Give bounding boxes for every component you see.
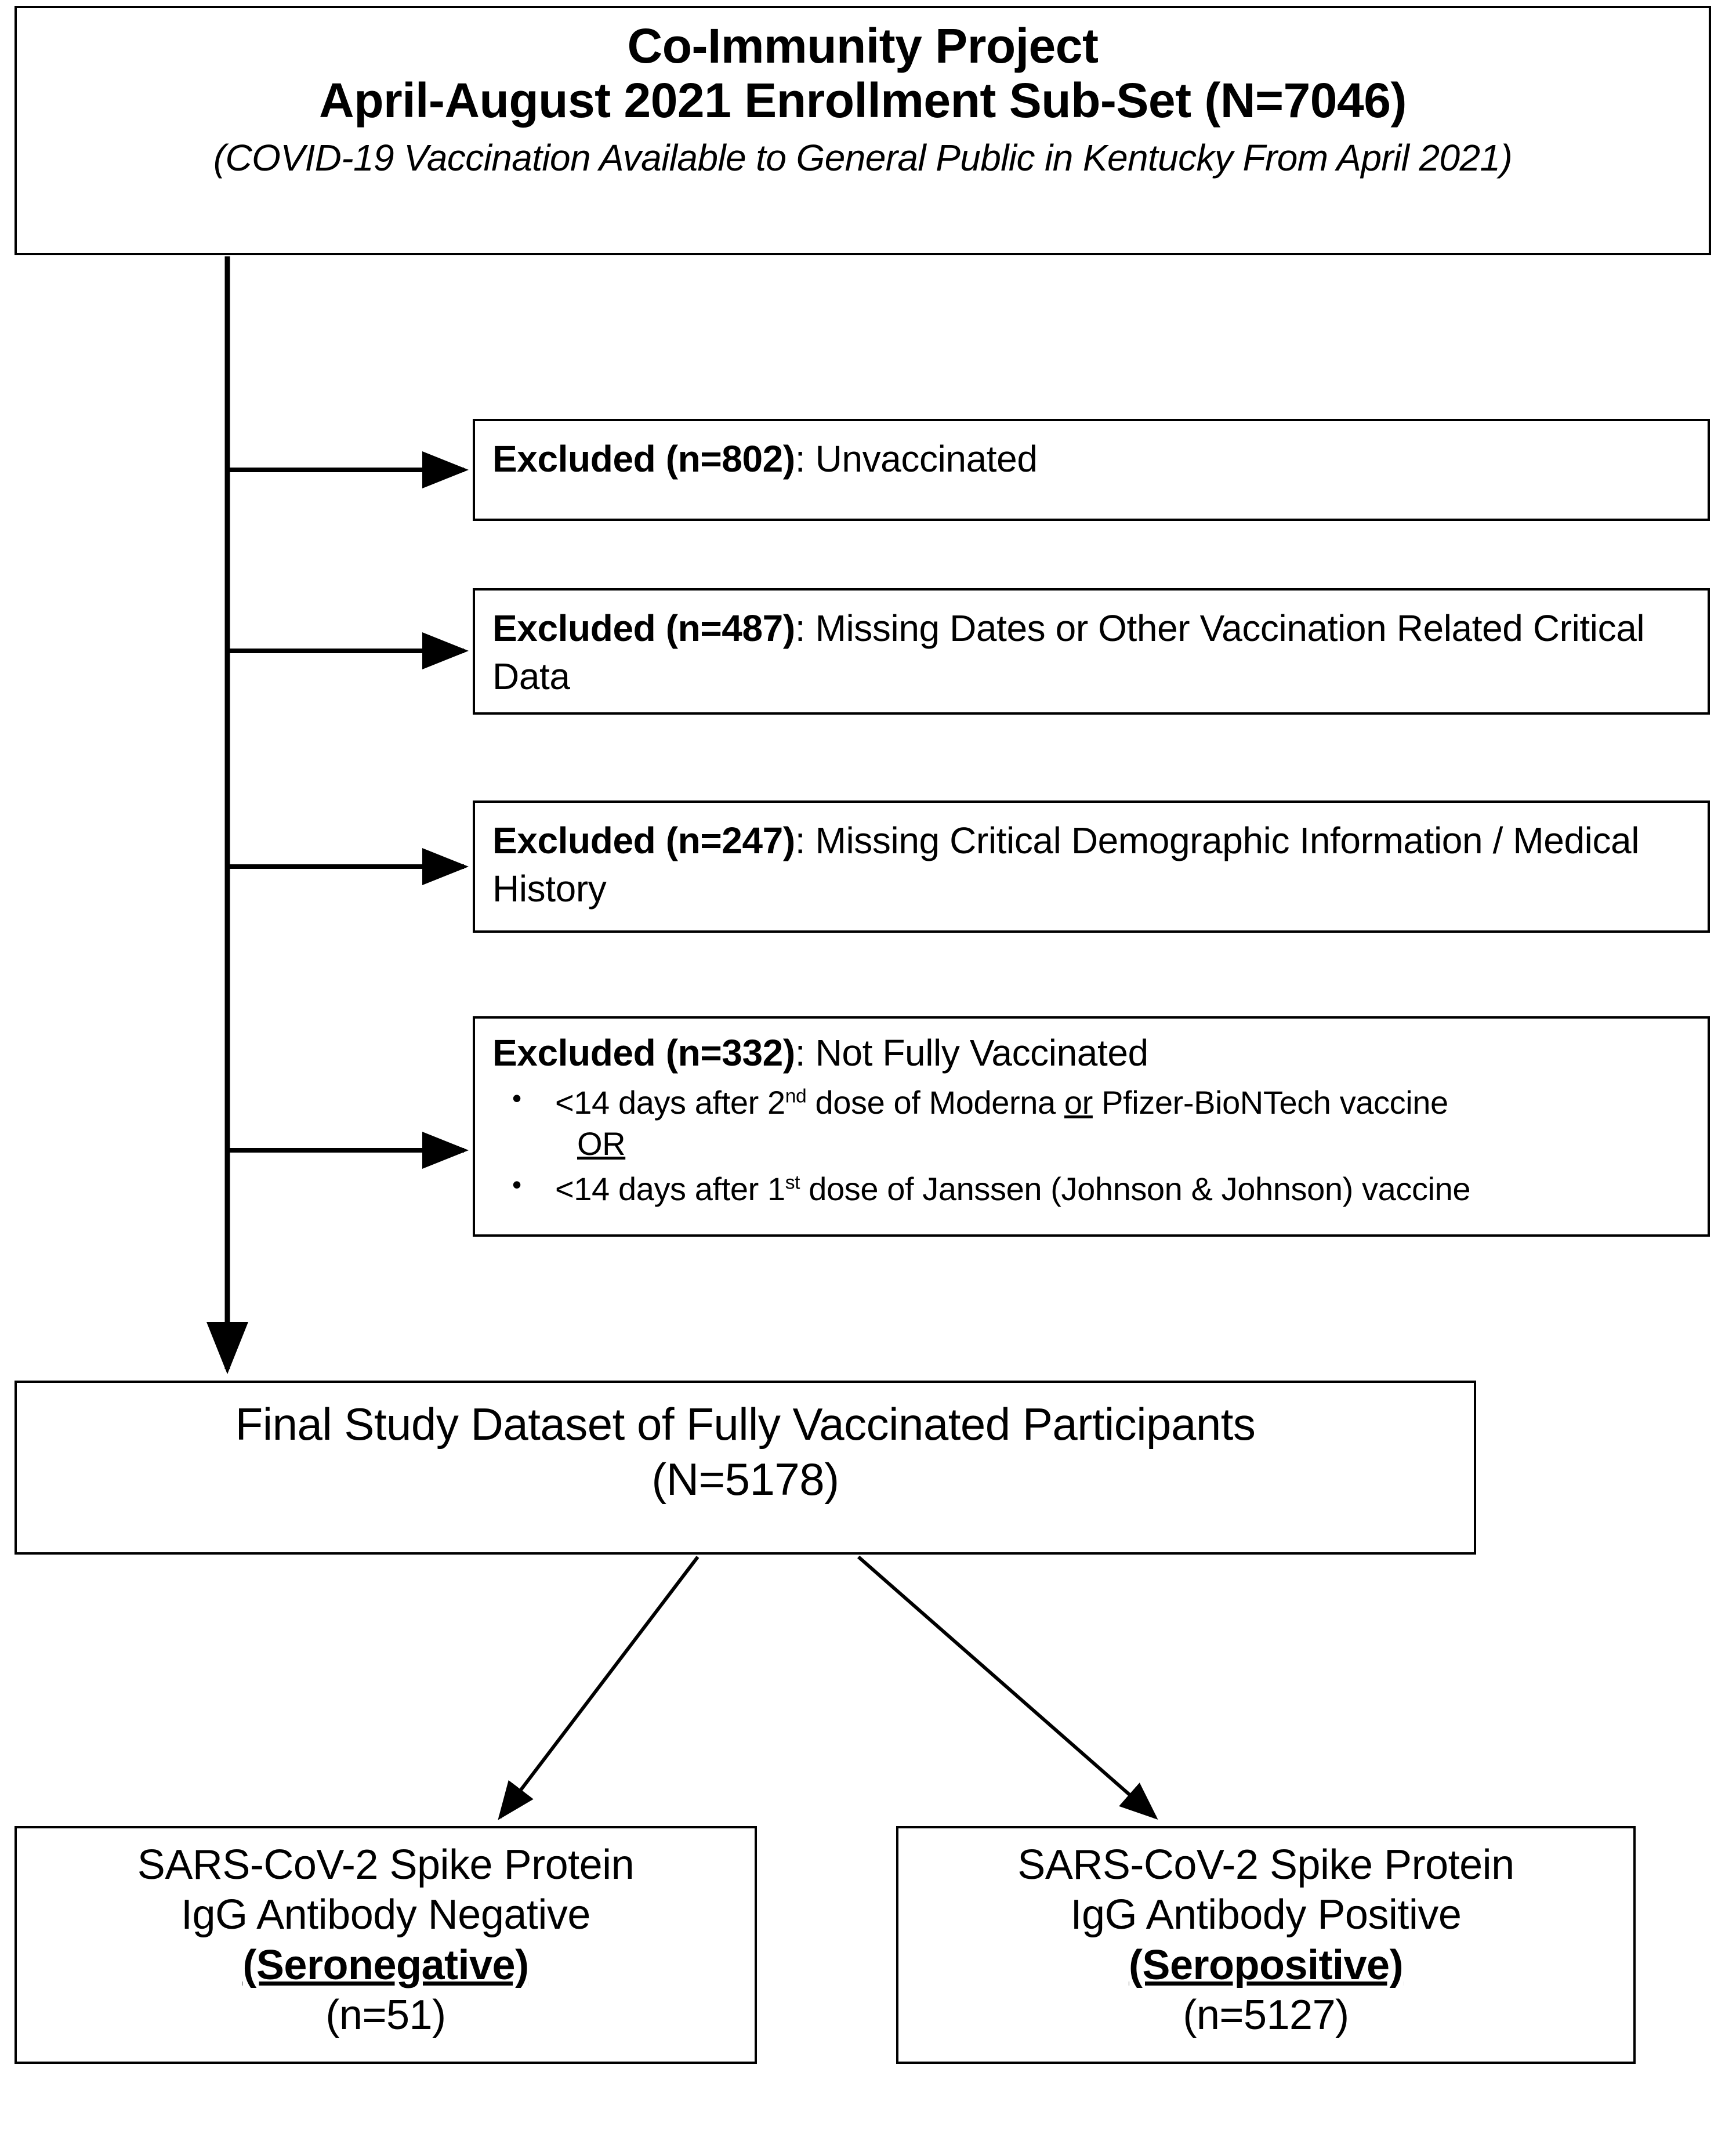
outcome-assay-name: SARS-CoV-2 Spike Protein [137, 1842, 635, 1888]
exclusion-label: Excluded (n=247) [492, 820, 795, 861]
outcome-count: (n=5127) [1183, 1992, 1349, 2039]
study-title-line-2: April-August 2021 Enrollment Sub-Set (N=7046) [319, 73, 1407, 128]
study-title-note: (COVID-19 Vaccination Available to General Public in Kentucky From April 2021) [213, 137, 1513, 179]
bullet-pre: <14 days after 2 [555, 1084, 785, 1121]
exclusion-separator: : [795, 820, 816, 861]
exclusion-label: Excluded (n=332) [492, 1032, 795, 1074]
exclusion-text [492, 604, 1692, 701]
exclusion-reason: Missing Critical Demographic Information / Medical History [492, 820, 1640, 910]
study-header-box [15, 6, 1711, 255]
exclusion-text [492, 817, 1692, 913]
bullet-mid: dose of Moderna [806, 1084, 1064, 1121]
outcome-result: IgG Antibody Positive [1070, 1892, 1462, 1939]
split-line-right [858, 1557, 1155, 1817]
bullet-or-connector: OR [577, 1125, 626, 1162]
list-item [492, 1169, 1692, 1209]
exclusion-label: Excluded (n=487) [492, 607, 795, 649]
outcome-status-badge: (Seronegative) [242, 1941, 529, 1988]
study-title-line-1: Co-Immunity Project [627, 19, 1099, 73]
exclusion-box-not-fully-vaccinated [473, 1016, 1710, 1237]
exclusion-separator: : [795, 1032, 816, 1074]
exclusion-box-unvaccinated [473, 419, 1710, 521]
bullet-pre: <14 days after 1 [555, 1170, 785, 1207]
exclusion-label: Excluded (n=802) [492, 438, 795, 480]
exclusion-separator: : [795, 438, 816, 480]
outcome-count: (n=51) [325, 1992, 446, 2039]
list-item [492, 1083, 1692, 1164]
exclusion-text [492, 435, 1692, 483]
bullet-mid: dose of Janssen (Johnson & Johnson) vaccine [800, 1170, 1471, 1207]
bullet-ordinal-suffix: st [785, 1172, 800, 1194]
outcome-box-seronegative [15, 1826, 757, 2064]
split-line-left [500, 1557, 698, 1817]
outcome-status-badge: (Seropositive) [1128, 1941, 1404, 1988]
exclusion-separator: : [795, 607, 816, 649]
exclusion-reason: Missing Dates or Other Vaccination Related Critical Data [492, 607, 1645, 698]
bullet-post: Pfizer-BioNTech vaccine [1092, 1084, 1448, 1121]
exclusion-box-missing-demographics [473, 800, 1710, 933]
bullet-ordinal-suffix: nd [785, 1085, 807, 1107]
exclusion-reason: Not Fully Vaccinated [815, 1032, 1148, 1074]
exclusion-text [492, 1029, 1692, 1077]
outcome-assay-name: SARS-CoV-2 Spike Protein [1017, 1842, 1514, 1888]
exclusion-reason: Unvaccinated [815, 438, 1038, 480]
bullet-underlined-or: or [1064, 1084, 1093, 1121]
final-dataset-box [15, 1381, 1476, 1555]
final-dataset-title: Final Study Dataset of Fully Vaccinated Participants [235, 1399, 1256, 1450]
outcome-result: IgG Antibody Negative [181, 1892, 590, 1939]
exclusion-box-missing-dates [473, 588, 1710, 715]
final-dataset-count: (N=5178) [651, 1454, 839, 1505]
exclusion-bullet-list [492, 1083, 1692, 1209]
outcome-box-seropositive [896, 1826, 1636, 2064]
